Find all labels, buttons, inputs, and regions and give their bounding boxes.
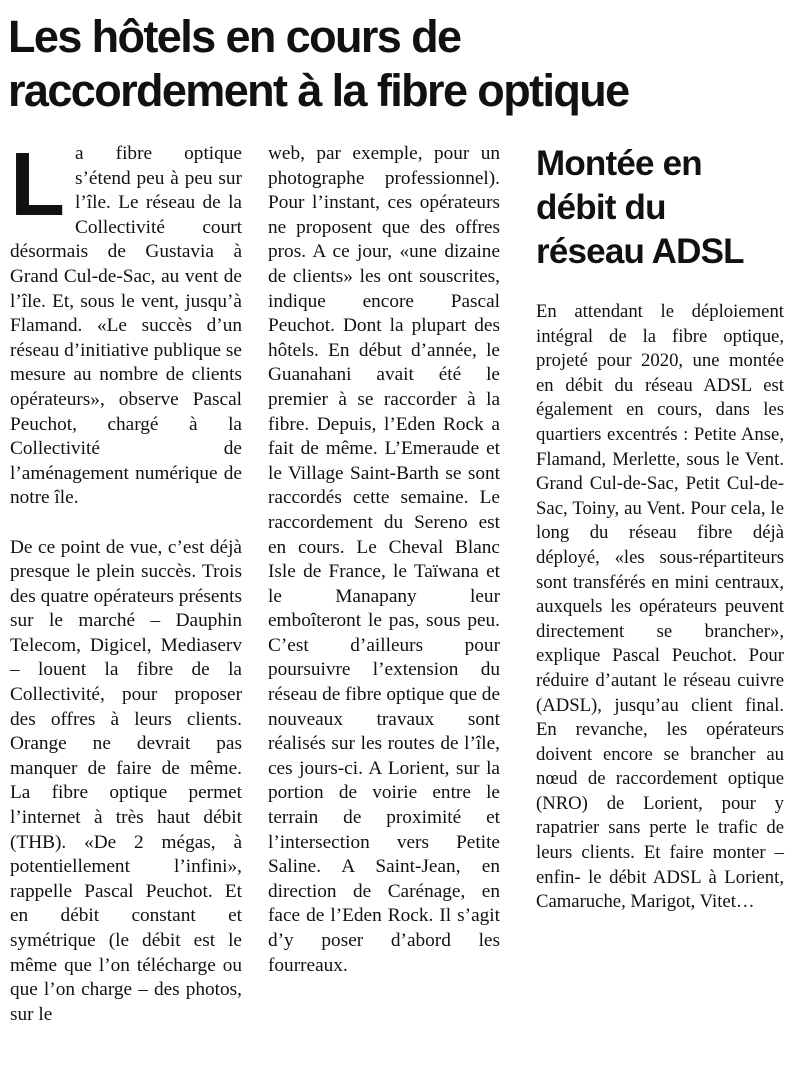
sidebar-title-line-1: Montée en: [536, 144, 702, 183]
sidebar-title-line-2: débit du: [536, 188, 666, 227]
article-paragraph-2-continued: web, par exemple, pour un photographe professionnel). Pour l’instant, ces opérateurs ne proposent que des offres pros. A ce jour, «une dizaine de clients» les ont souscrites, indique encore Pascal Peuchot. Dont la plupart des hôtels. En début d’année, le Guanahani avait été le premier à se raccorder à la fibre. Depuis, l’Eden Rock a fait de même. L’Emeraude et le Village Saint-Barth se sont raccordés cette semaine. Le raccordement du Sereno est en cours. Le Cheval Blanc Isle de France, le Taïwana et le Manapany leur emboîteront le pas, sous peu. C’est d’ailleurs pour poursuivre l’extension du réseau de fibre optique que de nouveaux travaux sont réalisés sur les routes de l’île, ces jours-ci. A Lorient, sur la portion de voirie entre le terrain de proximité et l’intersection vers Petite Saline. A Saint-Jean, en direction de Carénage, en face de l’Eden Rock. Il s’agit d’y poser d’abord les fourreaux.: [268, 143, 500, 976]
headline-line-1: Les hôtels en cours de: [8, 11, 461, 62]
article-column-2: [268, 142, 500, 978]
sidebar-column: [536, 142, 784, 915]
article-column-1: [10, 135, 242, 1027]
paragraph-1-text: a fibre optique s’étend peu à peu sur l’île. Le réseau de la Collectivité court désormais de Gustavia à Grand Cul-de-Sac, au vent de l’île. Et, sous le vent, jusqu’à Flamand. «Le succès d’un réseau d’initiative publique se mesure au nombre de clients opérateurs», observe Pascal Peuchot, chargé à la Collectivité de l’aménagement numérique de notre île.: [10, 143, 242, 509]
sidebar-title-line-3: réseau ADSL: [536, 232, 744, 271]
sidebar-title: [536, 142, 784, 274]
drop-cap: L: [10, 135, 65, 235]
article-headline: [8, 10, 784, 118]
sidebar-body: En attendant le déploiement intégral de la fibre optique, projeté pour 2020, une montée en débit du réseau ADSL est également en cours, dans les quartiers excentrés : Petite Anse, Flamand, Merlette, sous le Vent. Grand Cul-de-Sac, Petit Cul-de-Sac, Toiny, au Vent. Pour cela, le long du réseau fibre déjà déployé, «les sous-répartiteurs sont transférés en mini centraux, auxquels les opérateurs peuvent directement se brancher», explique Pascal Peuchot. Pour réduire d’autant le réseau cuivre (ADSL), jusqu’au client final. En revanche, les opérateurs doivent encore se brancher au nœud de raccordement optique (NRO) de Lorient, pour y rapatrier sans perte le trafic de leurs clients. Et faire monter – enfin- le débit ADSL à Lorient, Camaruche, Marigot, Vitet…: [536, 301, 784, 913]
headline-line-2: raccordement à la fibre optique: [8, 65, 629, 116]
article-paragraph-2: De ce point de vue, c’est déjà presque le plein succès. Trois des quatre opérateurs présents sur le marché – Dauphin Telecom, Digicel, Mediaserv – louent la fibre de la Collectivité, pour proposer des offres à leurs clients. Orange ne devrait pas manquer de faire de même. La fibre optique permet l’internet à très haut débit (THB). «De 2 mégas, à potentiellement l’infini», rappelle Pascal Peuchot. Et en débit constant et symétrique (le débit est le même que l’on télécharge ou que l’on charge – des photos, sur le: [10, 536, 242, 1025]
article-paragraph-1: [10, 135, 242, 511]
